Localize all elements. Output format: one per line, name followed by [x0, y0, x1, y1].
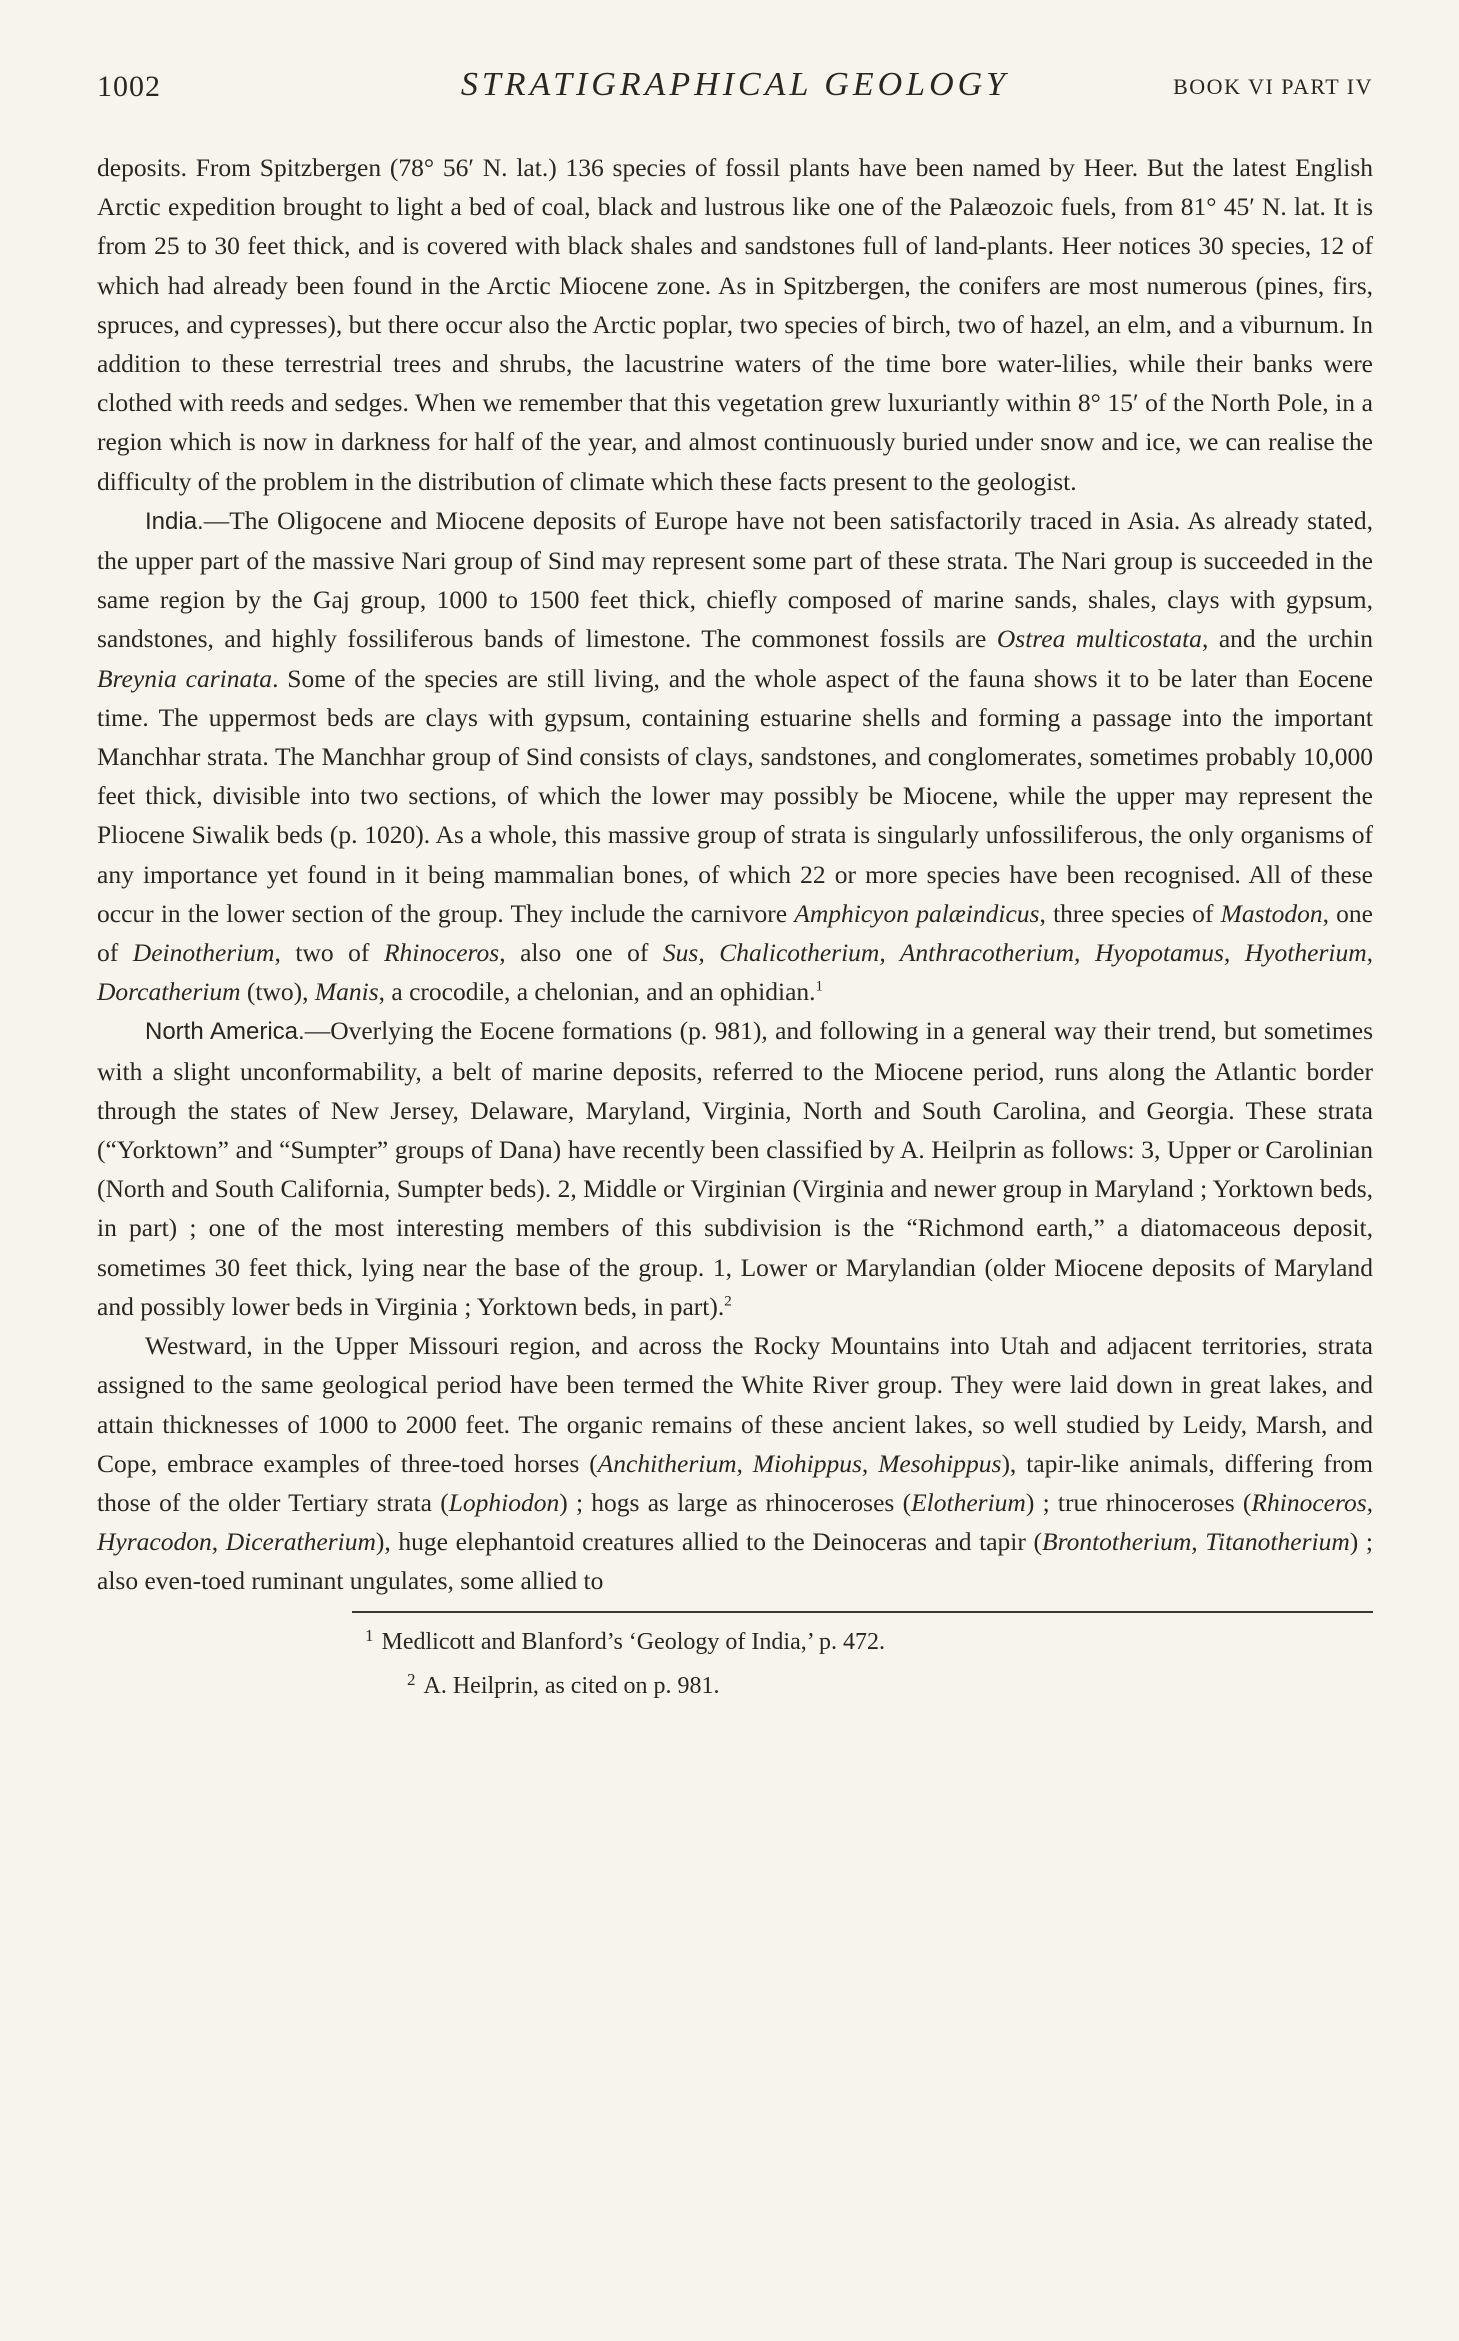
footnote-1 [97, 1617, 1373, 1661]
running-title: STRATIGRAPHICAL GEOLOGY [460, 66, 1010, 103]
main-text [97, 148, 1373, 1601]
paragraph-white-river: Westward, in the Upper Missouri region, and across the Rocky Mountains into Utah and adjacent territories, strata assigned to the same geological period have been termed the White River group. They were laid down in great lakes, and attain thicknesses of 1000 to 2000 feet. The organic remains of these ancient lakes, so well studied by Leidy, Marsh, and Cope, embrace examples of three-toed horses (Anchitherium, Miohippus, Mesohippus), tapir-like animals, differing from those of the older Tertiary strata (Lophiodon) ; hogs as large as rhinoceroses (Elotherium) ; true rhinoceroses (Rhinoceros, Hyracodon, Diceratherium), huge elephantoid creatures allied to the Deinoceras and tapir (Brontotherium, Titanotherium) ; also even-toed ruminant ungulates, some allied to [97, 1331, 1373, 1596]
book-page [97, 62, 1373, 1705]
footnote-2 [97, 1661, 1373, 1705]
footnote-ref-1[interactable]: 1 [815, 978, 824, 995]
page-header [97, 62, 1373, 120]
footnote-text: A. Heilprin, as cited on p. 981. [423, 1672, 720, 1699]
paragraph-arctic-flora: deposits. From Spitzbergen (78° 56′ N. lat.) 136 species of fossil plants have been named by Heer. But the latest English Arctic expedition brought to light a bed of coal, black and lustrous like one of the Palæozoic fuels, from 81° 45′ N. lat. It is from 25 to 30 feet thick, and is covered with black shales and sandstones full of land-plants. Heer notices 30 species, 12 of which had already been found in the Arctic Miocene zone. As in Spitzbergen, the conifers are most numerous (pines, firs, spruces, and cypresses), but there occur also the Arctic poplar, two species of birch, two of hazel, an elm, and a viburnum. In addition to these terrestrial trees and shrubs, the lacustrine waters of the time bore water-lilies, while their banks were clothed with reeds and sedges. When we remember that this vegetation grew luxuriantly within 8° 15′ of the North Pole, in a region which is now in darkness for half of the year, and almost continuously buried under snow and ice, we can realise the difficulty of the problem in the distribution of climate which these facts present to the geologist. [97, 153, 1373, 496]
footnote-text: Medlicott and Blanford’s ‘Geology of India,’ p. 472. [381, 1628, 885, 1655]
footnote-mark: 2 [407, 1669, 416, 1689]
footnote-ref-2[interactable]: 2 [724, 1293, 732, 1310]
paragraph-india: India.—The Oligocene and Miocene deposits of Europe have not been satisfactorily traced in Asia. As already stated, the upper part of the massive Nari group of Sind may represent some part of these strata. The Nari group is succeeded in the same region by the Gaj group, 1000 to 1500 feet thick, chiefly composed of marine sands, shales, clays with gypsum, sandstones, and highly fossiliferous bands of limestone. The commonest fossils are Ostrea multicostata, and the urchin Breynia carinata. Some of the species are still living, and the whole aspect of the fauna shows it to be later than Eocene time. The uppermost beds are clays with gypsum, containing estuarine shells and forming a passage into the important Manchhar strata. The Manchhar group of Sind consists of clays, sandstones, and conglomerates, sometimes probably 10,000 feet thick, divisible into two sections, of which the lower may possibly be Miocene, while the upper may represent the Pliocene Siwalik beds (p. 1020). As a whole, this massive group of strata is singularly unfossiliferous, the only organisms of any importance yet found in it being mammalian bones, of which 22 or more species have been recognised. All of these occur in the lower section of the group. They include the carnivore Amphicyon palæindicus, three species of Mastodon, one of Deinotherium, two of Rhinoceros, also one of Sus, Chalicotherium, Anthracotherium, Hyopotamus, Hyotherium, Dorcatherium (two), Manis, a crocodile, a chelonian, and an ophidian.$^1$ [97, 505, 1374, 1007]
footnote-mark: 1 [365, 1625, 374, 1645]
page-number: 1002 [97, 70, 161, 103]
section-heading-north-america: North America. [145, 1018, 305, 1046]
section-heading-india: India. [145, 507, 204, 535]
book-section-label: BOOK VI PART IV [1173, 74, 1373, 99]
footnote-divider [352, 1611, 1373, 1613]
paragraph-north-america: North America.—Overlying the Eocene formations (p. 981), and following in a general way their trend, but sometimes with a slight unconformability, a belt of marine deposits, referred to the Miocene period, runs along the Atlantic border through the states of New Jersey, Delaware, Maryland, Virginia, North and South Carolina, and Georgia. These strata (“Yorktown” and “Sumpter” groups of Dana) have recently been classified by A. Heilprin as follows: 3, Upper or Carolinian (North and South California, Sumpter beds). 2, Middle or Virginian (Virginia and newer group in Maryland ; Yorktown beds, in part) ; one of the most interesting members of this subdivision is the “Richmond earth,” a diatomaceous deposit, sometimes 30 feet thick, lying near the base of the group. 1, Lower or Marylandian (older Miocene deposits of Maryland and possibly lower beds in Virginia ; Yorktown beds, in part).$^2$ [97, 1016, 1374, 1321]
